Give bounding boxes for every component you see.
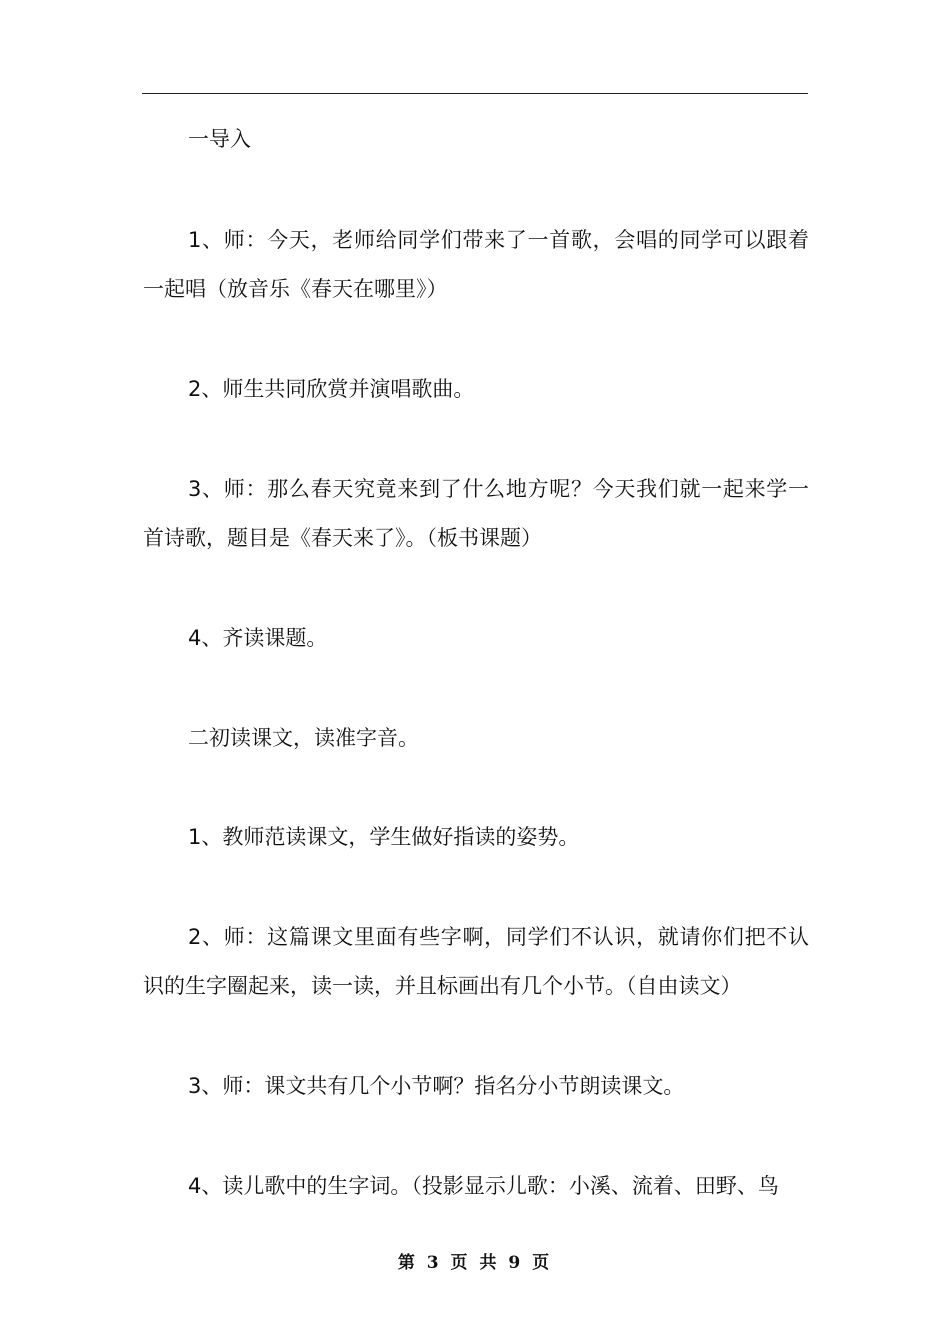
paragraph: 4、读儿歌中的生字词。（投影显示儿歌：小溪、流着、田野、鸟	[188, 1174, 779, 1198]
paragraph: 1、教师范读课文，学生做好指读的姿势。	[188, 825, 580, 849]
page-number-footer: 第 3 页 共 9 页	[397, 1253, 553, 1273]
paragraph: 3、师：课文共有几个小节啊？指名分小节朗读课文。	[188, 1074, 685, 1098]
section-heading-reading: 二初读课文，读准字音。	[188, 726, 419, 750]
paragraph: 2、师：这篇课文里面有些字啊，同学们不认识，就请你们把不认识的生字圈起来，读一读，并且标画出有几个小节。（自由读文）	[143, 925, 809, 998]
paragraph: 2、师生共同欣赏并演唱歌曲。	[188, 377, 475, 401]
paragraph: 4、齐读课题。	[188, 626, 328, 650]
paragraph: 3、师：那么春天究竟来到了什么地方呢？今天我们就一起来学一首诗歌，题目是《春天来了》。（板书课题）	[143, 477, 809, 550]
paragraph: 1、师：今天，老师给同学们带来了一首歌，会唱的同学可以跟着一起唱（放音乐《春天在哪里》）	[143, 228, 809, 301]
header-divider	[142, 93, 808, 94]
section-heading-intro: 一导入	[188, 127, 251, 151]
